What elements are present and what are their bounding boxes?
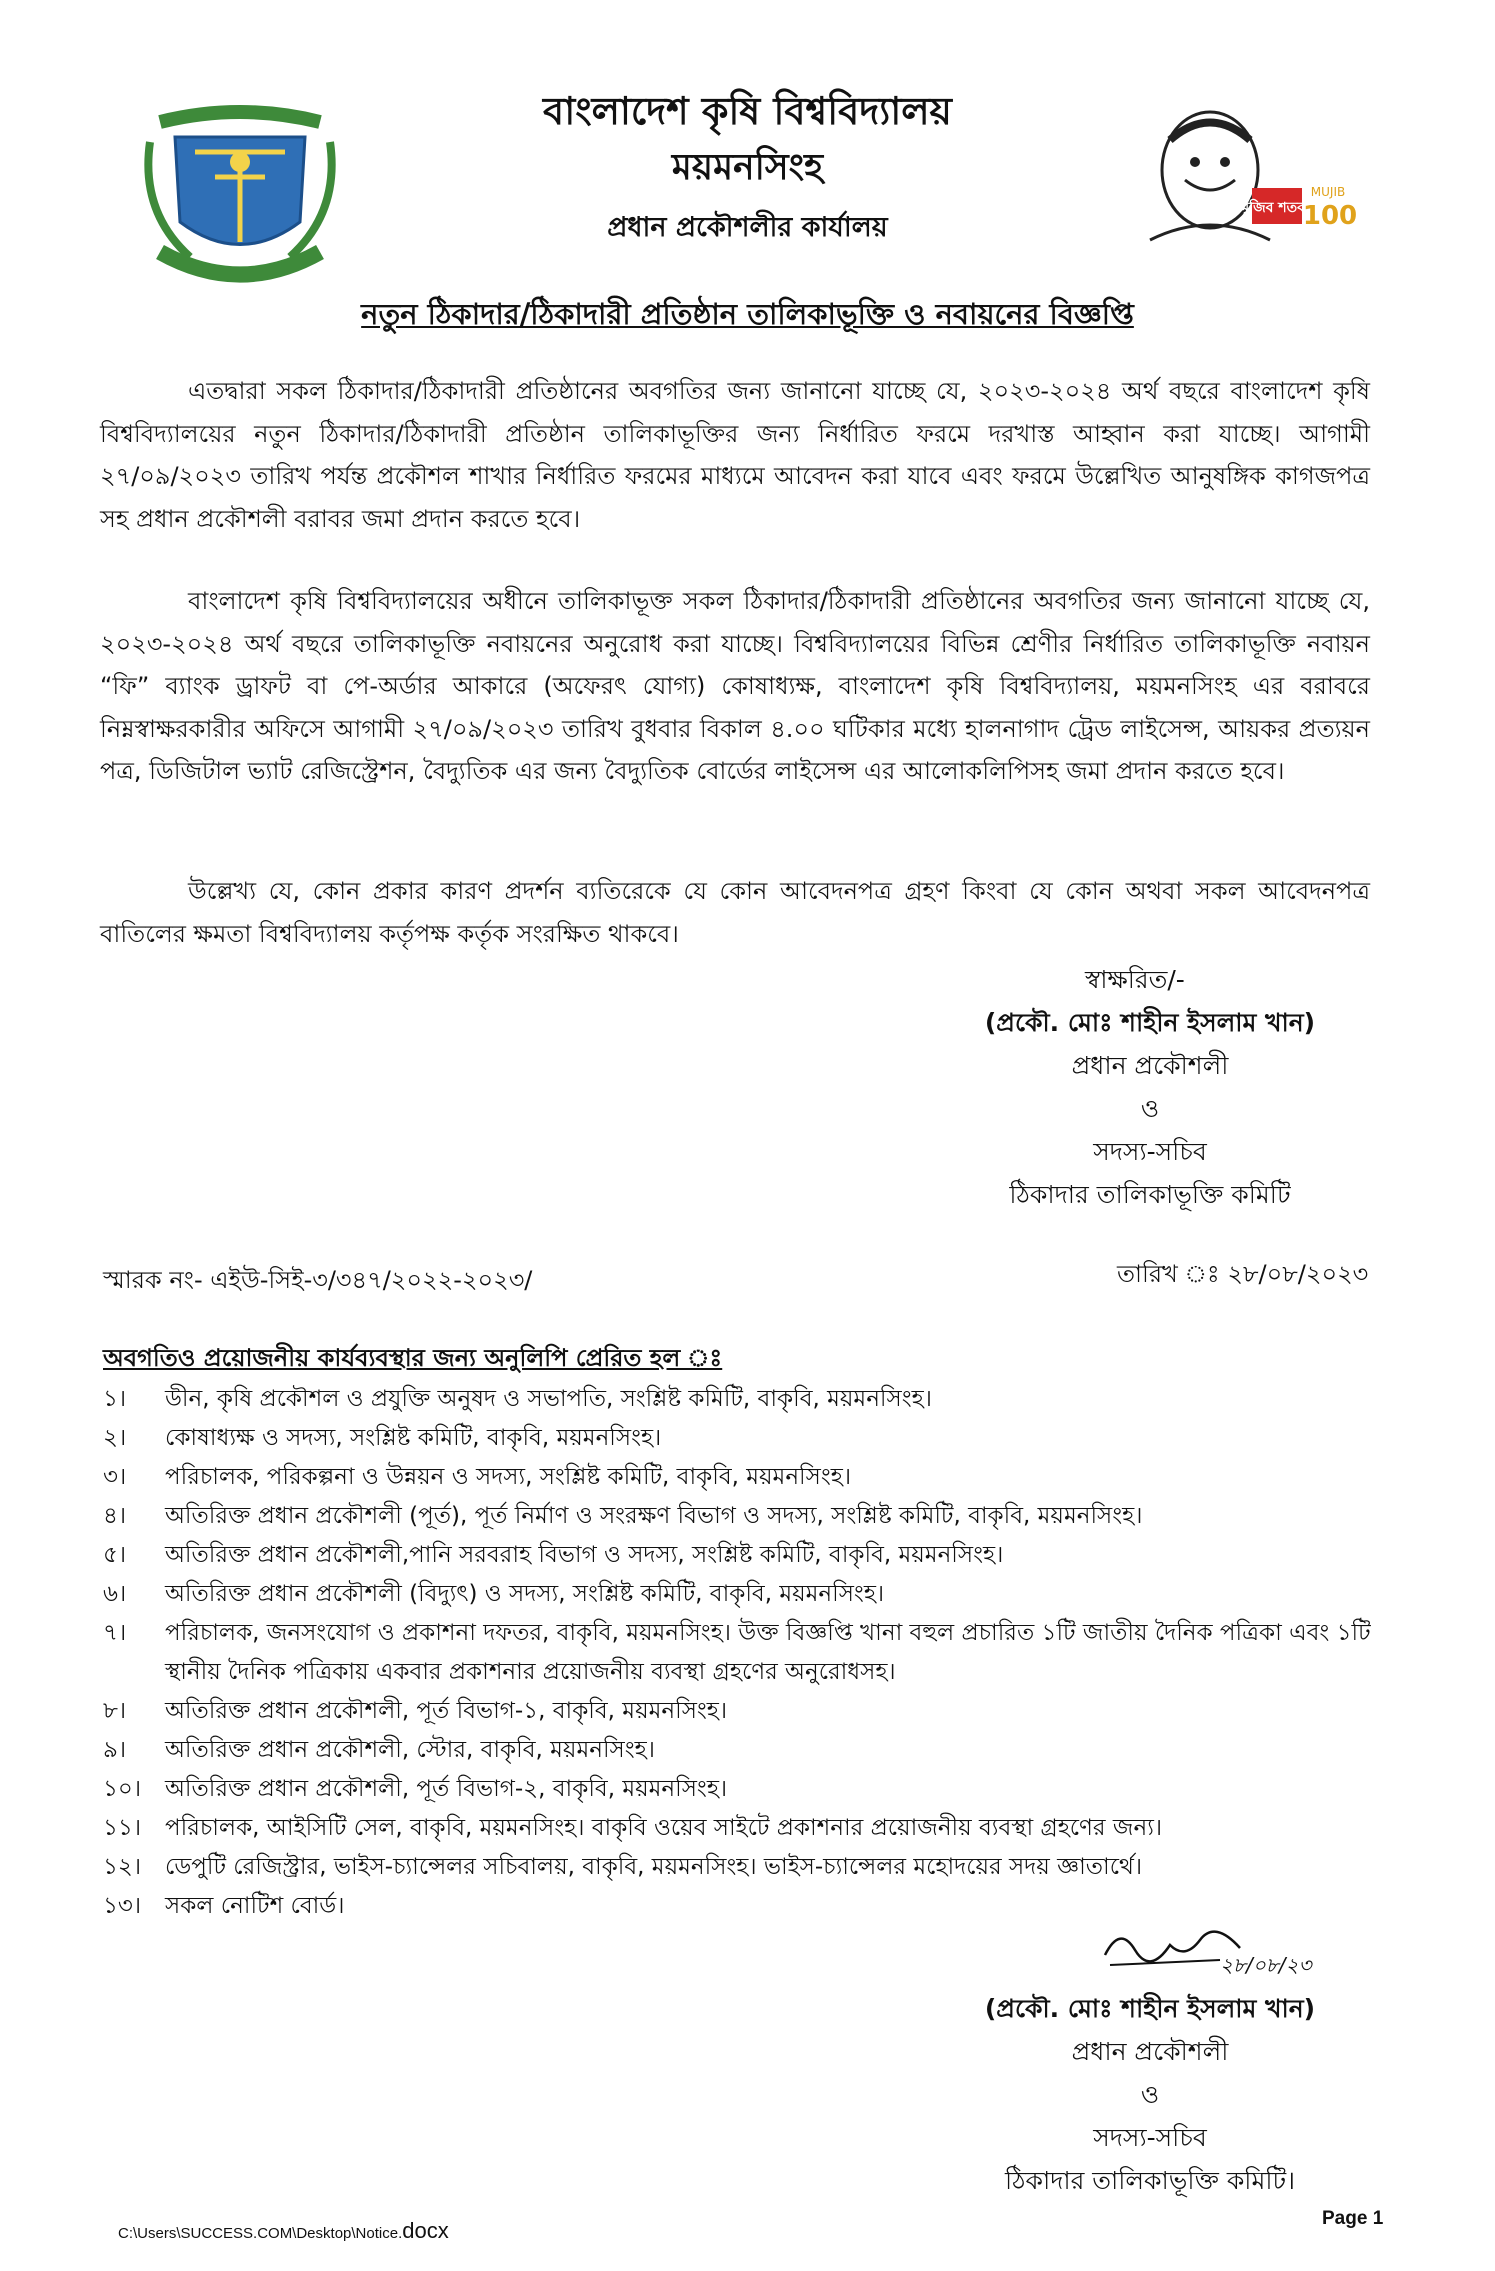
list-item-number: ৩। bbox=[103, 1464, 127, 1490]
list-item-text: অতিরিক্ত প্রধান প্রকৌশলী,পানি সরবরাহ বিভাগ ও সদস্য, সংশ্লিষ্ট কমিটি, বাকৃবি, ময়মনসিংহ। bbox=[165, 1542, 1004, 1568]
signature-block-top bbox=[940, 958, 1360, 1216]
signatory-role: সদস্য-সচিব bbox=[1093, 1137, 1207, 1166]
list-item-number: ৫। bbox=[103, 1542, 127, 1568]
list-item-number: ১। bbox=[103, 1386, 127, 1412]
file-path: C:\Users\SUCCESS.COM\Desktop\Notice. bbox=[118, 2225, 403, 2242]
list-item bbox=[103, 1692, 1393, 1731]
handwritten-date: ২৮/০৮/২৩ bbox=[1220, 1953, 1312, 1977]
list-item-number: ৮। bbox=[103, 1698, 127, 1724]
memo-number: স্মারক নং- এইউ-সিই-৩/৩৪৭/২০২২-২০২৩/ bbox=[103, 1266, 533, 1294]
signatory-designation: প্রধান প্রকৌশলী bbox=[1071, 2037, 1229, 2066]
signatory-role: সদস্য-সচিব bbox=[1093, 2123, 1207, 2152]
paragraph-1: এতদ্বারা সকল ঠিকাদার/ঠিকাদারী প্রতিষ্ঠানের অবগতির জন্য জানানো যাচ্ছে যে, ২০২৩-২০২৪ অর্থ বছরে বাংলাদেশ কৃষি বিশ্ববিদ্যালয়ের নতুন ঠিকাদার/ঠিকাদারী প্রতিষ্ঠান তালিকাভূক্তির জন্য নির্ধারিত ফরমে দরখাস্ত আহ্বান করা যাচ্ছে। আগামী ২৭/০৯/২০২৩ তারিখ পর্যন্ত প্রকৌশল শাখার নির্ধারিত ফরমের মাধ্যমে আবেদন করা যাবে এবং ফরমে উল্লেখিত আনুষঙ্গিক কাগজপত্র সহ প্রধান প্রকৌশলী বরাবর জমা প্রদান করতে হবে। bbox=[100, 377, 1370, 533]
mujib-logo-number: 100 bbox=[1302, 201, 1358, 231]
list-item-number: ১০। bbox=[103, 1776, 142, 1802]
list-item-number: ৪। bbox=[103, 1503, 127, 1529]
list-item bbox=[103, 1770, 1393, 1809]
file-extension: docx bbox=[402, 2218, 449, 2243]
list-item bbox=[103, 1575, 1393, 1614]
list-item-text: অতিরিক্ত প্রধান প্রকৌশলী, পূর্ত বিভাগ-১, বাকৃবি, ময়মনসিংহ। bbox=[165, 1698, 728, 1724]
signatory-committee: ঠিকাদার তালিকাভূক্তি কমিটি। bbox=[1004, 2166, 1296, 2195]
mujib-logo-bangla: মুজিব শতবর্ষ bbox=[1241, 200, 1313, 216]
list-item-number: ১১। bbox=[103, 1815, 142, 1841]
copy-list bbox=[103, 1380, 1393, 1926]
list-item-text: ডেপুটি রেজিস্ট্রার, ভাইস-চ্যান্সেলর সচিবালয়, বাকৃবি, ময়মনসিংহ। ভাইস-চ্যান্সেলর মহোদয়ের সদয় জ্ঞাতার্থে। bbox=[165, 1854, 1143, 1880]
list-item bbox=[103, 1497, 1393, 1536]
file-path-footer bbox=[118, 2218, 449, 2244]
university-name: বাংলাদেশ কৃষি বিশ্ববিদ্যালয় bbox=[543, 89, 952, 133]
list-item bbox=[103, 1536, 1393, 1575]
mujib-logo-english: MUJIB bbox=[1310, 185, 1346, 199]
paragraph-3: উল্লেখ্য যে, কোন প্রকার কারণ প্রদর্শন ব্যতিরেকে যে কোন আবেদনপত্র গ্রহণ কিংবা যে কোন অথবা সকল আবেদনপত্র বাতিলের ক্ষমতা বিশ্ববিদ্যালয় কর্তৃপক্ষ কর্তৃক সংরক্ষিত থাকবে। bbox=[100, 877, 1370, 948]
page-number: Page 1 bbox=[1322, 2208, 1384, 2229]
list-item-text: পরিচালক, পরিকল্পনা ও উন্নয়ন ও সদস্য, সংশ্লিষ্ট কমিটি, বাকৃবি, ময়মনসিংহ। bbox=[165, 1464, 852, 1490]
list-item bbox=[103, 1614, 1393, 1692]
list-item-text: অতিরিক্ত প্রধান প্রকৌশলী (পূর্ত), পূর্ত নির্মাণ ও সংরক্ষণ বিভাগ ও সদস্য, সংশ্লিষ্ট কমিটি, বাকৃবি, ময়মনসিংহ। bbox=[165, 1503, 1143, 1529]
signatory-designation: প্রধান প্রকৌশলী bbox=[1071, 1051, 1229, 1080]
signatory-and: ও bbox=[1140, 1094, 1160, 1123]
list-item bbox=[103, 1458, 1393, 1497]
list-item bbox=[103, 1419, 1393, 1458]
list-item-text: পরিচালক, আইসিটি সেল, বাকৃবি, ময়মনসিংহ। বাকৃবি ওয়েব সাইটে প্রকাশনার প্রয়োজনীয় ব্যবস্থা গ্রহণের জন্য। bbox=[165, 1815, 1163, 1841]
list-item-number: ১২। bbox=[103, 1854, 142, 1880]
list-item bbox=[103, 1731, 1393, 1770]
city-name: ময়মনসিংহ bbox=[671, 147, 824, 188]
paragraph-2: বাংলাদেশ কৃষি বিশ্ববিদ্যালয়ের অধীনে তালিকাভূক্ত সকল ঠিকাদার/ঠিকাদারী প্রতিষ্ঠানের অবগতির জন্য জানানো যাচ্ছে যে, ২০২৩-২০২৪ অর্থ বছরে তালিকাভূক্তি নবায়নের অনুরোধ করা যাচ্ছে। বিশ্ববিদ্যালয়ের বিভিন্ন শ্রেণীর নির্ধারিত তালিকাভূক্তি নবায়ন “ফি” ব্যাংক ড্রাফট বা পে-অর্ডার আকারে (অফেরৎ যোগ্য) কোষাধ্যক্ষ, বাংলাদেশ কৃষি বিশ্ববিদ্যালয়, ময়মনসিংহ এর বরাবরে নিম্নস্বাক্ষরকারীর অফিসে আগামী ২৭/০৯/২০২৩ তারিখ বুধবার বিকাল ৪.০০ ঘটিকার মধ্যে হালনাগাদ ট্রেড লাইসেন্স, আয়কর প্রত্যয়ন পত্র, ডিজিটাল ভ্যাট রেজিস্ট্রেশন, বৈদ্যুতিক এর জন্য বৈদ্যুতিক বোর্ডের লাইসেন্স এর আলোকলিপিসহ জমা প্রদান করতে হবে। bbox=[100, 587, 1370, 785]
signatory-and: ও bbox=[1140, 2080, 1160, 2109]
signed-label: স্বাক্ষরিত/- bbox=[1085, 965, 1185, 994]
list-item-number: ১৩। bbox=[103, 1893, 142, 1919]
signatory-name: (প্রকৌ. মোঃ শাহীন ইসলাম খান) bbox=[984, 1994, 1316, 2023]
list-item bbox=[103, 1380, 1393, 1419]
list-item-text: পরিচালক, জনসংযোগ ও প্রকাশনা দফতর, বাকৃবি, ময়মনসিংহ। উক্ত বিজ্ঞপ্তি খানা বহুল প্রচারিত ১টি জাতীয় দৈনিক পত্রিকা এবং ১টি স্থানীয় দৈনিক পত্রিকায় একবার প্রকাশনার প্রয়োজনীয় ব্যবস্থা গ্রহণের অনুরোধসহ। bbox=[165, 1620, 1371, 1685]
copy-list-heading: অবগতিও প্রয়োজনীয় কার্যব্যবস্থার জন্য অনুলিপি প্রেরিত হল ঃ bbox=[103, 1344, 723, 1372]
signatory-name: (প্রকৌ. মোঃ শাহীন ইসলাম খান) bbox=[984, 1008, 1316, 1037]
list-item-text: অতিরিক্ত প্রধান প্রকৌশলী, পূর্ত বিভাগ-২, বাকৃবি, ময়মনসিংহ। bbox=[165, 1776, 728, 1802]
notice-title: নতুন ঠিকাদার/ঠিকাদারী প্রতিষ্ঠান তালিকাভূক্তি ও নবায়নের বিজ্ঞপ্তি bbox=[361, 297, 1134, 331]
list-item-number: ৭। bbox=[103, 1620, 127, 1646]
list-item bbox=[103, 1809, 1393, 1848]
signature-block-bottom bbox=[940, 1944, 1360, 2202]
list-item-text: সকল নোটিশ বোর্ড। bbox=[165, 1893, 345, 1919]
list-item-number: ৯। bbox=[103, 1737, 127, 1763]
notice-date: তারিখ ঃ ২৮/০৮/২০২৩ bbox=[1117, 1260, 1369, 1288]
signatory-committee: ঠিকাদার তালিকাভূক্তি কমিটি bbox=[1009, 1180, 1291, 1209]
list-item-text: কোষাধ্যক্ষ ও সদস্য, সংশ্লিষ্ট কমিটি, বাকৃবি, ময়মনসিংহ। bbox=[165, 1425, 662, 1451]
list-item-number: ৬। bbox=[103, 1581, 127, 1607]
list-item-text: অতিরিক্ত প্রধান প্রকৌশলী, স্টোর, বাকৃবি, ময়মনসিংহ। bbox=[165, 1737, 655, 1763]
list-item-text: অতিরিক্ত প্রধান প্রকৌশলী (বিদ্যুৎ) ও সদস্য, সংশ্লিষ্ট কমিটি, বাকৃবি, ময়মনসিংহ। bbox=[165, 1581, 885, 1607]
office-name: প্রধান প্রকৌশলীর কার্যালয় bbox=[607, 212, 888, 243]
list-item bbox=[103, 1848, 1393, 1887]
list-item-text: ডীন, কৃষি প্রকৌশল ও প্রযুক্তি অনুষদ ও সভাপতি, সংশ্লিষ্ট কমিটি, বাকৃবি, ময়মনসিংহ। bbox=[165, 1386, 932, 1412]
list-item-number: ২। bbox=[103, 1425, 127, 1451]
